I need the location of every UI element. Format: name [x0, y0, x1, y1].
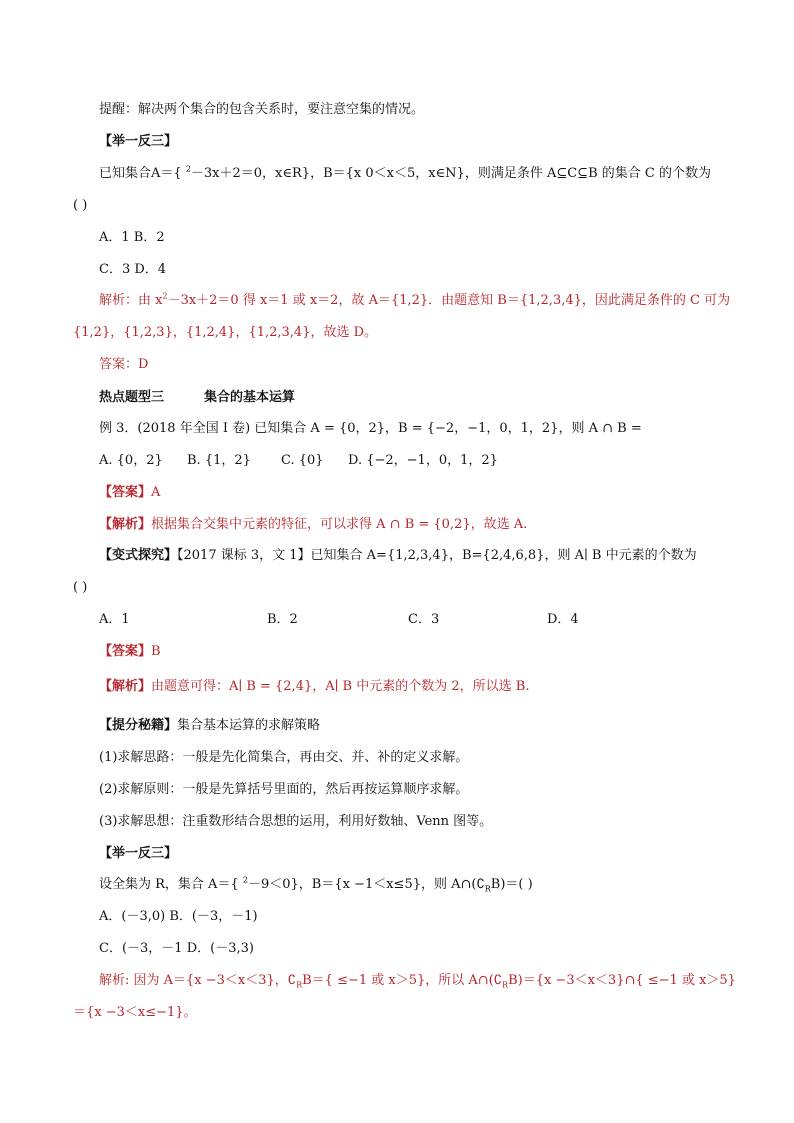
options-row: A．1 B．2 C．3 D．4 [99, 612, 579, 627]
answer-line: 【答案】B [99, 644, 161, 659]
analysis-line: 【解析】由题意可得：A∣ B = {2,4}，A∣ B 中元素的个数为 2，所以选 B. [99, 679, 530, 694]
section-heading: 【举一反三】 [99, 134, 178, 149]
options-row: C．3 D．4 [99, 262, 167, 277]
analysis-line: 【解析】根据集合交集中元素的特征，可以求得 A ∩ B = {0,2}，故选 A. [99, 517, 528, 532]
tips-item: (2)求解原则：一般是先算括号里面的，然后再按运算顺序求解。 [99, 782, 469, 797]
variant-question: 【变式探究】【2017 课标 3，文 1】已知集合 A={1,2,3,4}，B={2,4,6,8}，则 A∣ B 中元素的个数为 [99, 548, 697, 563]
solution-text: ＝{x −3＜x≤−1}。 [73, 1005, 197, 1020]
tips-heading: 【提分秘籍】集合基本运算的求解策略 [99, 718, 321, 733]
tips-item: (1)求解思路：一般是先化简集合，再由交、并、补的定义求解。 [99, 750, 469, 765]
options-row: A．1 B．2 [99, 230, 165, 245]
tips-item: (3)求解思想：注重数形结合思想的运用，利用好数轴、Venn 图等。 [99, 814, 493, 829]
question-paren: ( ) [73, 580, 88, 595]
question-text: 已知集合A＝{ $^2$－3x＋2＝0，x∈R}，B＝{x 0＜x＜5，x∈N}，则满足条件 A⊆C⊆B 的集合 C 的个数为 [99, 164, 711, 181]
answer-line: 【答案】A [99, 485, 161, 500]
section-heading: 【举一反三】 [99, 846, 178, 861]
solution-text: 解析: 因为 A＝{x −3＜x＜3}，$∁_RB=\{ \le-1$ 或 x＞5}，所以 $A\cap(∁_RB)=\{x$ −3＜x＜3}∩{ ≤−1 或 x＞5} [99, 973, 736, 990]
options-row: A．(－3,0) B．(－3，－1) [99, 909, 258, 924]
answer-text: 答案：D [99, 357, 149, 372]
options-row: C．(－3，－1 D．(－3,3) [99, 941, 254, 956]
options-row: A. {0，2} B. {1，2} C. {0} D. {−2，−1，0，1，2} [99, 453, 498, 468]
hot-topic-heading: 热点题型三 集合的基本运算 [99, 390, 296, 405]
tip-line: 提醒：解决两个集合的包含关系时，要注意空集的情况。 [99, 102, 425, 117]
solution-text: 解析：由 $x^2-3x+2=0$ 得 x＝1 或 x＝2，故 A＝{1,2}．由题意知 B＝{1,2,3,4}，因此满足条件的 C 可为 [99, 291, 731, 308]
question-text: 设全集为 R，集合 A＝{ $^2$－9＜0}，B＝{x −1＜x≤5}，则 $A\cap(∁_RB)=$( ) [99, 875, 533, 894]
example-question: 例 3．(2018 年全国 I 卷) 已知集合 A = {0，2}，B = {−2，−1，0，1，2}，则 A ∩ B = [99, 421, 642, 436]
question-paren: ( ) [73, 198, 88, 213]
solution-text: {1,2}，{1,2,3}，{1,2,4}，{1,2,3,4}，故选 D。 [73, 325, 378, 340]
